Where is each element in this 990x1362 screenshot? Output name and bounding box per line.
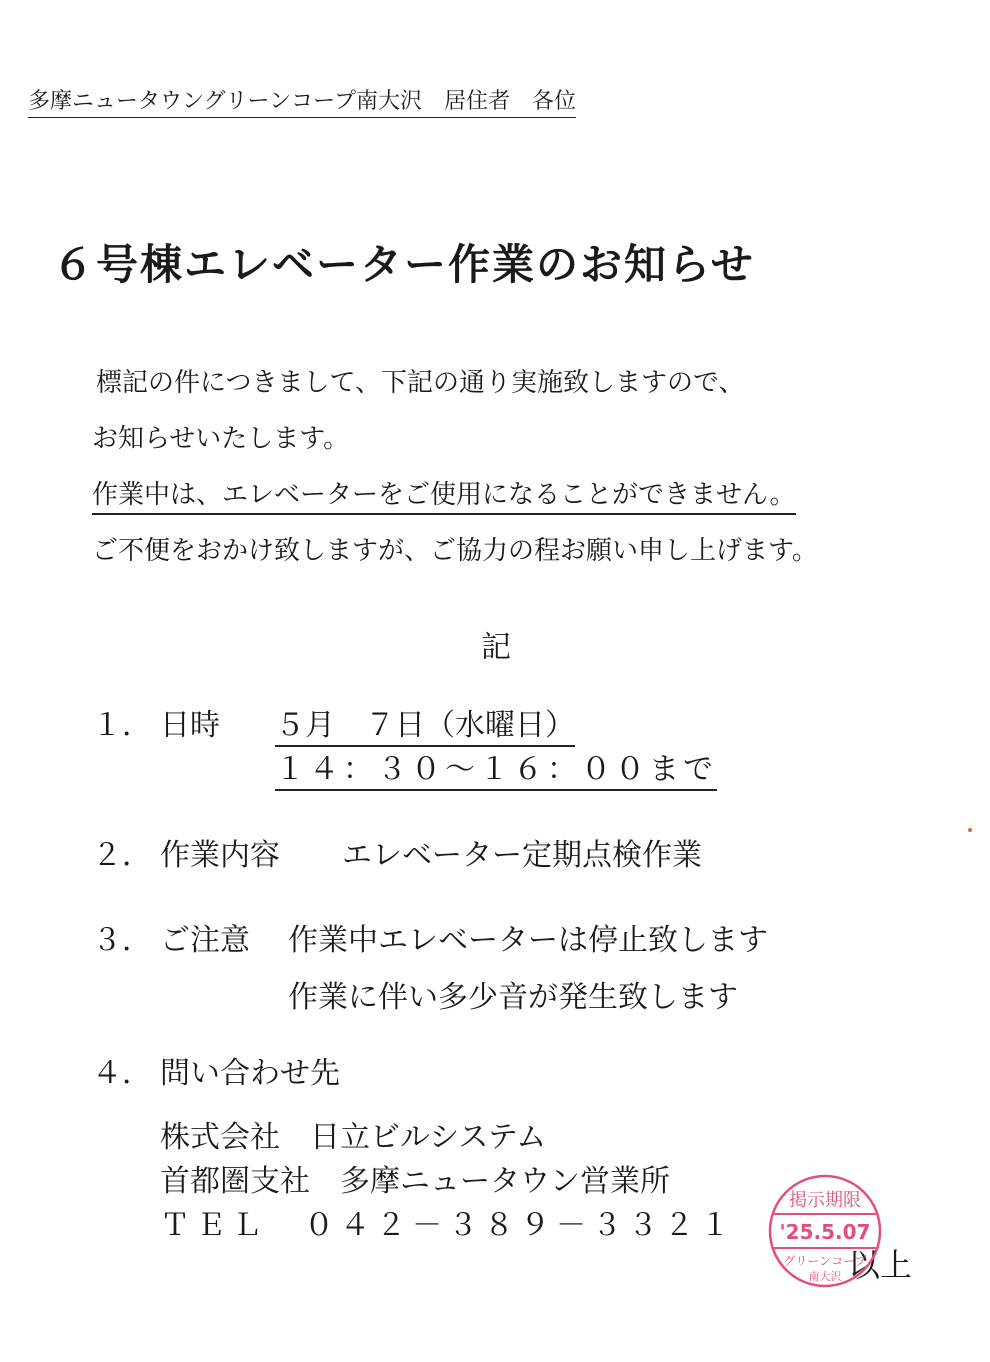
intro-line-2: お知らせいたします。 bbox=[92, 424, 350, 454]
posting-deadline-stamp bbox=[766, 1172, 884, 1290]
item-3-number: ３． bbox=[92, 923, 152, 958]
paper-speck bbox=[968, 828, 972, 832]
item-1-label: 日時 bbox=[160, 708, 220, 743]
stamp-bottom-text-2: 南大沢 bbox=[808, 1270, 842, 1283]
item-1-number: １． bbox=[92, 708, 152, 743]
item-2-number: ２． bbox=[92, 838, 152, 873]
intro-line-3: 作業中は、エレベーターをご使用になることができません。 bbox=[92, 474, 796, 515]
item-4-label: 問い合わせ先 bbox=[160, 1056, 340, 1091]
contact-branch: 首都圏支社 多摩ニュータウン営業所 bbox=[160, 1164, 670, 1199]
closing-text: 以上 bbox=[848, 1246, 913, 1284]
intro-line-1: 標記の件につきまして、下記の通り実施致しますので、 bbox=[96, 368, 745, 398]
item-2-label: 作業内容 bbox=[160, 838, 280, 873]
addressee: 多摩ニュータウングリーンコープ南大沢 居住者 各位 bbox=[28, 84, 576, 118]
stamp-top-text: 掲示期限 bbox=[789, 1190, 861, 1211]
intro-line-4: ご不便をおかけ致しますが、ご協力の程お願い申し上げます。 bbox=[92, 536, 818, 566]
contact-tel: ＴＥＬ ０４２－３８９－３３２１ bbox=[160, 1208, 736, 1243]
item-4-number: ４． bbox=[92, 1056, 152, 1091]
contact-company: 株式会社 日立ビルシステム bbox=[160, 1120, 547, 1155]
stamp-date: '25.5.07 bbox=[779, 1220, 871, 1244]
item-2-value: エレベーター定期点検作業 bbox=[342, 838, 702, 873]
item-1-date: ５月 ７日（水曜日） bbox=[275, 700, 575, 747]
notice-title: ６号棟エレベーター作業のお知らせ bbox=[52, 240, 755, 289]
item-3-label: ご注意 bbox=[160, 923, 250, 958]
item-3-line-1: 作業中エレベーターは停止致します bbox=[288, 923, 768, 958]
ki-heading: 記 bbox=[481, 630, 511, 665]
item-1-time: １４：３０～１６：００まで bbox=[275, 744, 717, 791]
stamp-bottom-text-1: グリーンコープ bbox=[783, 1254, 867, 1268]
item-3-line-2: 作業に伴い多少音が発生致します bbox=[288, 980, 738, 1015]
